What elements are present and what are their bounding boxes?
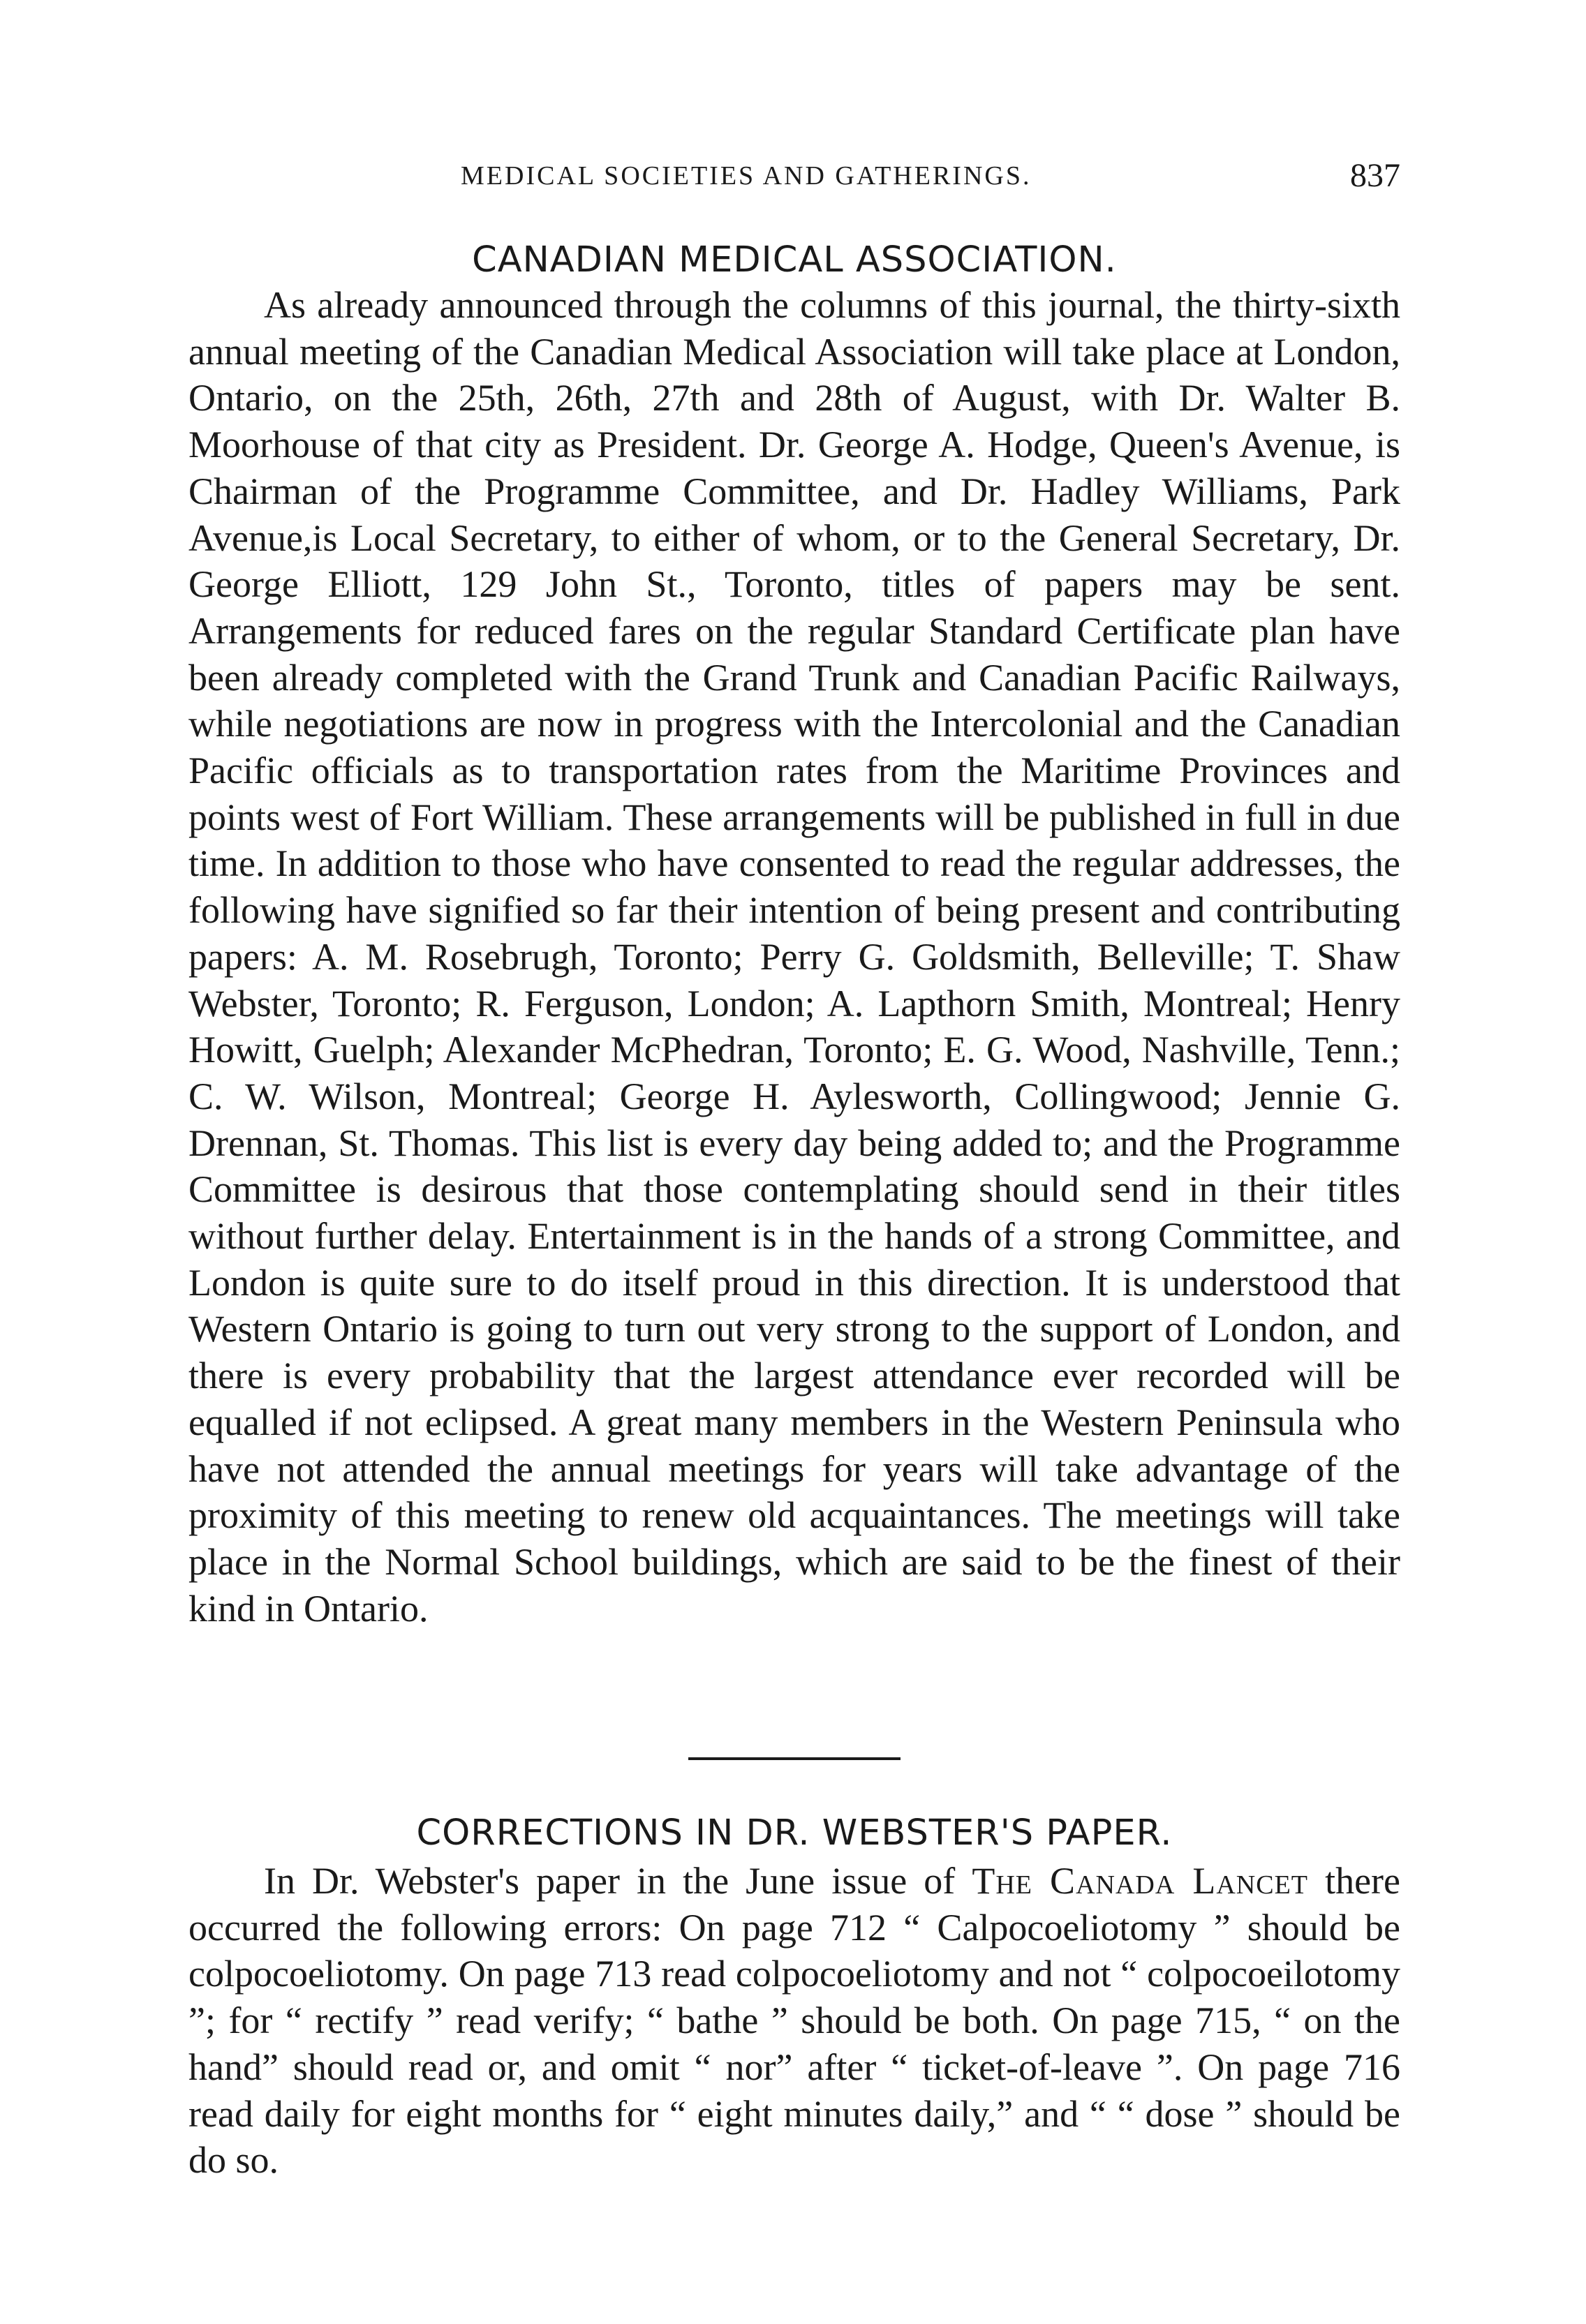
running-head: MEDICAL SOCIETIES AND GATHERINGS.: [461, 161, 1032, 191]
article-heading: CANADIAN MEDICAL ASSOCIATION.: [472, 239, 1117, 281]
article-heading: CORRECTIONS IN DR. WEBSTER'S PAPER.: [416, 1812, 1173, 1854]
page-header: [188, 155, 1400, 197]
article-body: [188, 1858, 1400, 2184]
page-number: 837: [1350, 157, 1400, 194]
journal-name: The Canada Lancet: [972, 1860, 1308, 1902]
body-text: In Dr. Webster's paper in the June issue of: [264, 1860, 972, 1902]
section-divider: [688, 1757, 901, 1760]
article-body: As already announced through the columns of this journal, the thirty-sixth annual meeting of the Canadian Medical Association will take place at London, Ontario, on the 25th, 26th, 27th and 28th of August, with Dr. Walter B. Moorhouse of that city as President. Dr. George A. Hodge, Queen's Avenue, is Chairman of the Programme Committee, and Dr. Hadley Williams, Park Avenue,is Local Secretary, to either of whom, or to the General Secretary, Dr. George Elliott, 129 John St., Toronto, titles of papers may be sent. Arrangements for reduced fares on the regular Standard Certificate plan have been already completed with the Grand Trunk and Canadian Pacific Railways, while negotiations are now in progress with the Intercolonial and the Canadian Pacific officials as to transportation rates from the Maritime Provinces and points west of Fort William. These arrangements will be published in full in due time. In addition to those who have consented to read the regular addresses, the following have signified so far their intention of being present and contributing papers: A. M. Rosebrugh, Toronto; Perry G. Goldsmith, Belleville; T. Shaw Webster, Toronto; R. Ferguson, London; A. Lapthorn Smith, Montreal; Henry Howitt, Guelph; Alexander McPhedran, Toronto; E. G. Wood, Nashville, Tenn.; C. W. Wilson, Montreal; George H. Aylesworth, Collingwood; Jennie G. Drennan, St. Thomas. This list is every day being added to; and the Programme Committee is desirous that those contemplating should send in their titles without further delay. Entertainment is in the hands of a strong Committee, and London is quite sure to do itself proud in this direction. It is understood that Western Ontario is going to turn out very strong to the support of London, and there is every probability that the largest attendance ever recorded will be equalled if not eclipsed. A great many members in the Western Peninsula who have not attended the annual meetings for years will take advantage of the proximity of this meeting to renew old acquaintances. The meetings will take place in the Normal School buildings, which are said to be the finest of their kind in Ontario.: [188, 284, 1400, 1630]
body-text: there occurred the following errors: On page 712 “ Calpocoeliotomy ” should be colpocoeliotomy. On page 713 read colpocoeliotomy and not “ colpocoeilotomy ”; for “ rectify ” read verify; “ bathe ” should be both. On page 715, “ on the hand” should read or, and omit “ nor” after “ ticket-of-leave ”. On page 716 read daily for eight months for “ eight minutes daily,” and “ “ dose ” should be do so.: [188, 1860, 1400, 2182]
